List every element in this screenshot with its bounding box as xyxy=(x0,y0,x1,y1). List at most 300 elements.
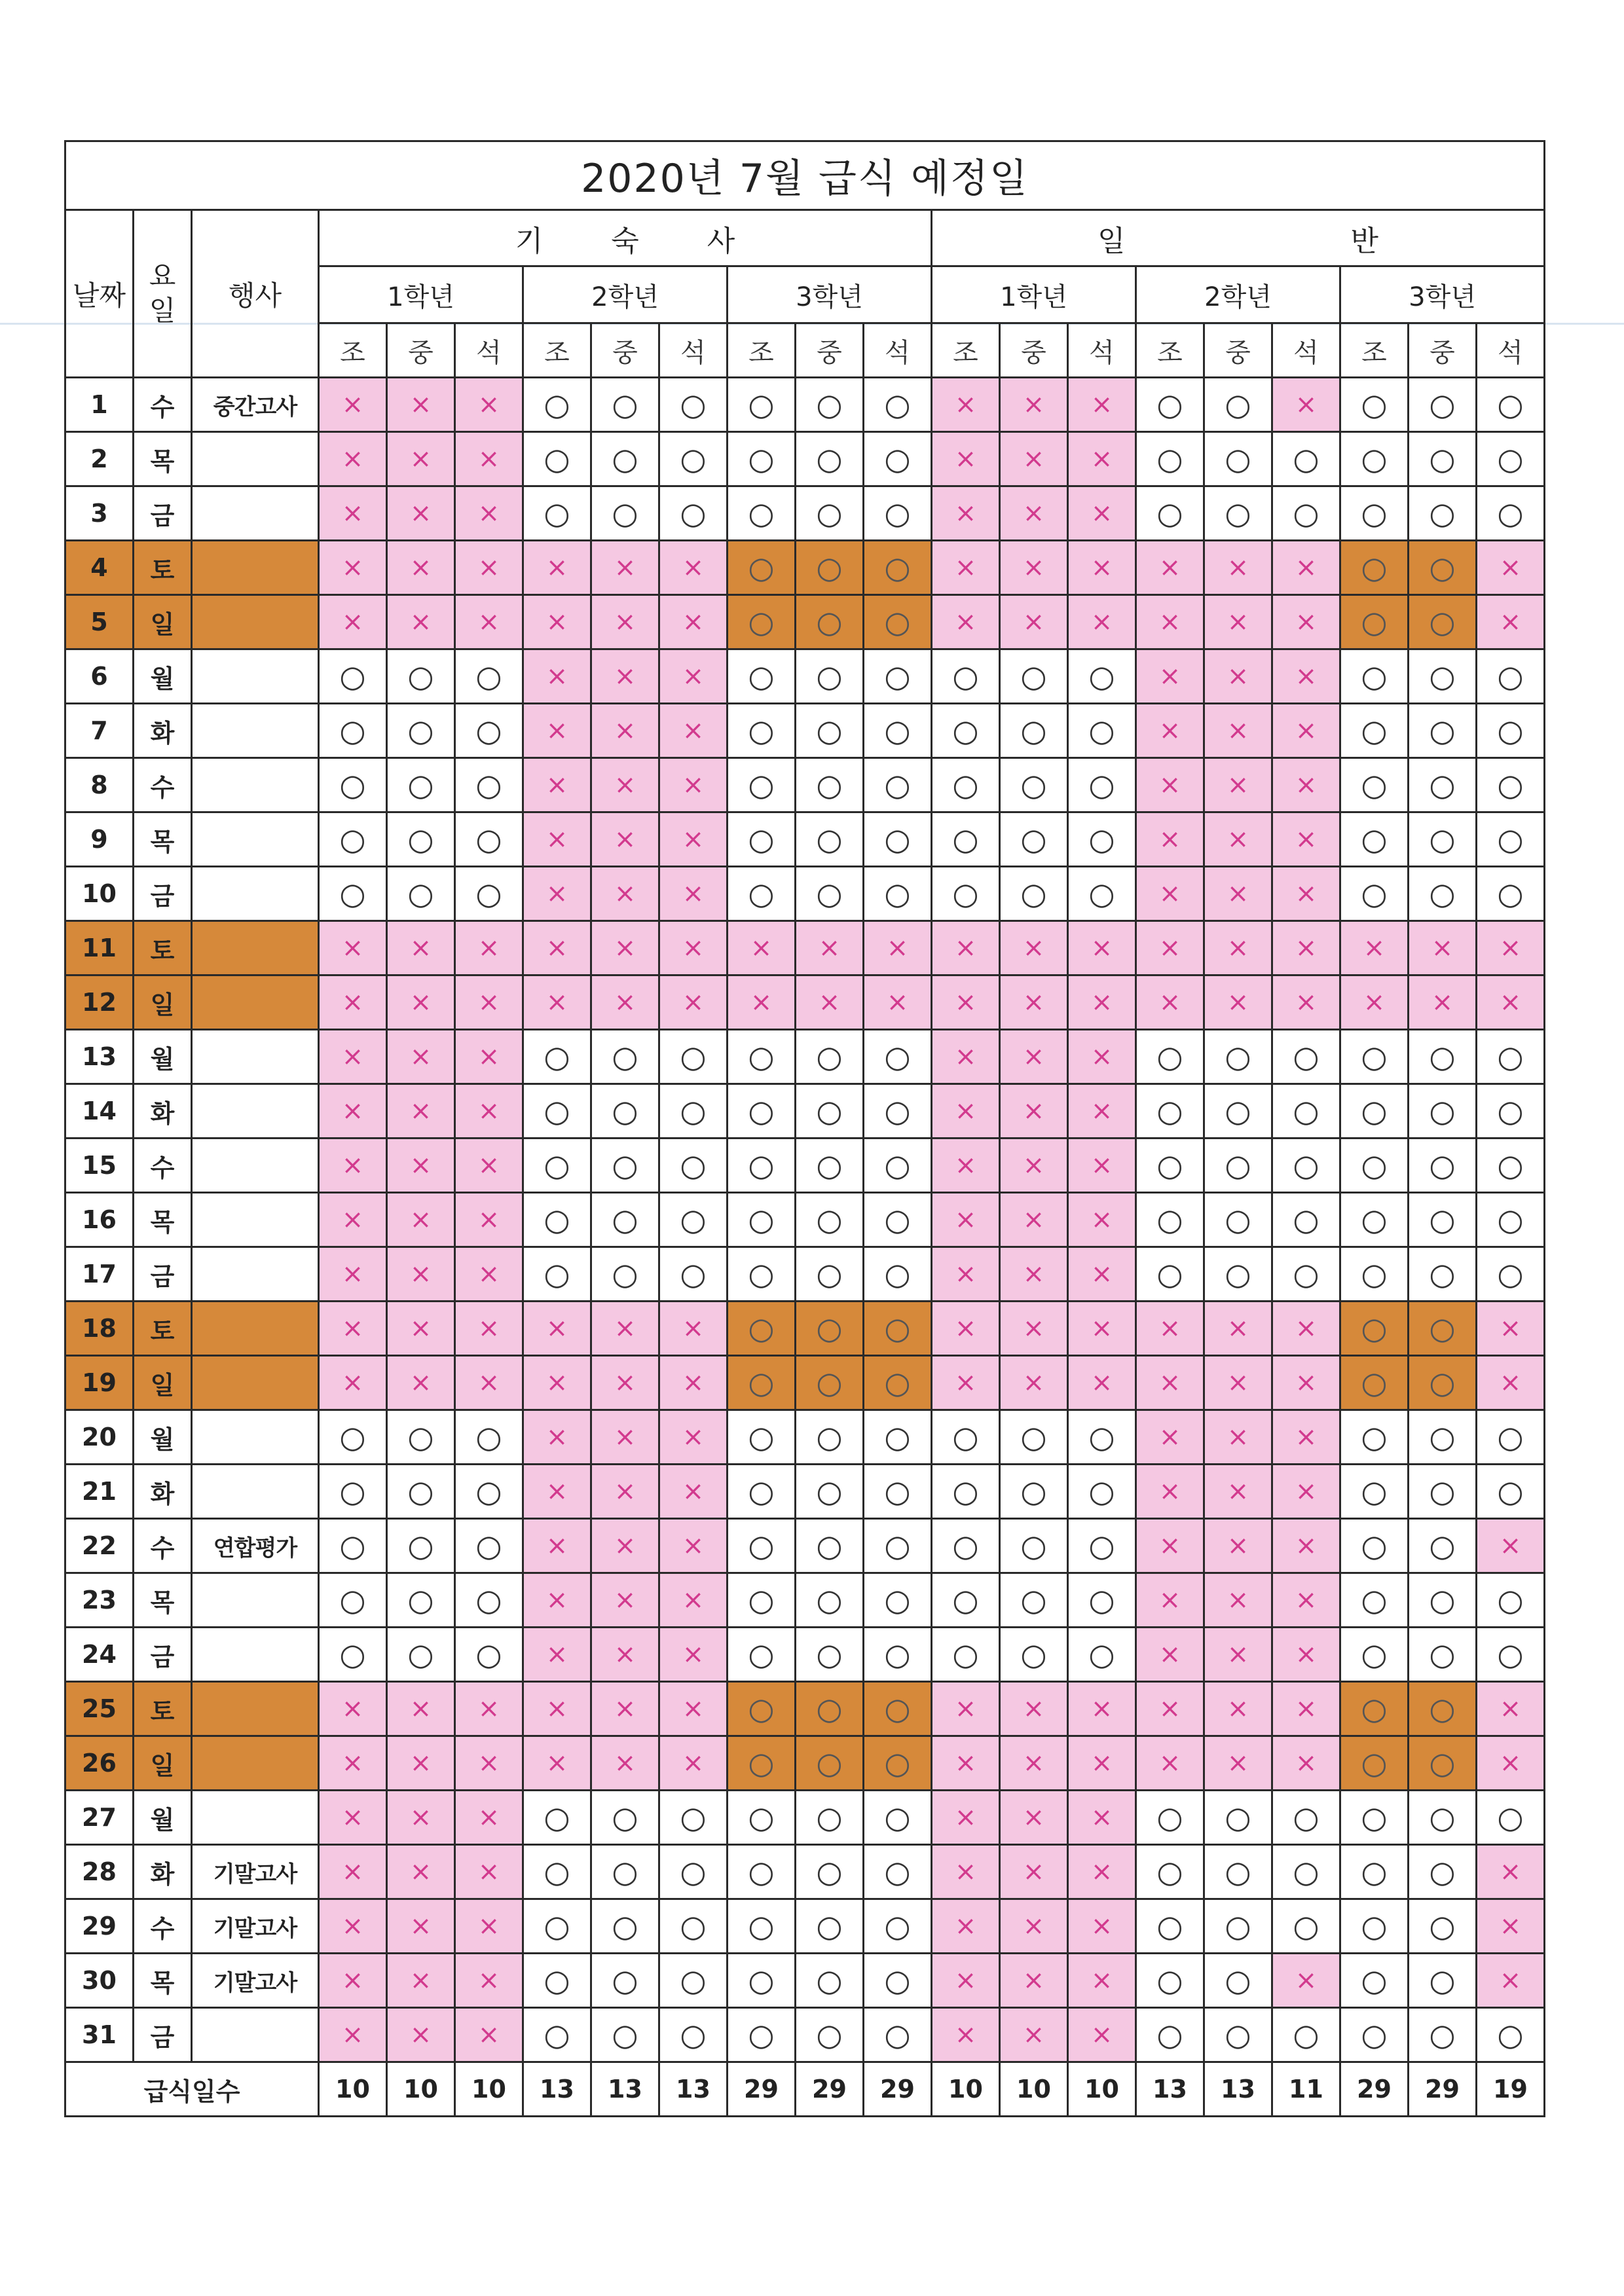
meal-header: 중 xyxy=(1000,323,1068,378)
meal-served-cell: ○ xyxy=(796,595,864,649)
meal-served-cell: ○ xyxy=(1409,1465,1477,1519)
no-meal-cell: × xyxy=(1272,758,1340,812)
no-meal-cell: × xyxy=(932,975,1000,1030)
meal-schedule-table xyxy=(64,140,1545,2117)
meal-served-cell: ○ xyxy=(1409,1573,1477,1628)
date-cell: 24 xyxy=(65,1628,134,1682)
weekday-cell: 토 xyxy=(134,921,192,975)
meal-served-cell: ○ xyxy=(796,486,864,541)
event-cell xyxy=(192,649,319,704)
meal-served-cell: ○ xyxy=(1000,1519,1068,1573)
meal-served-cell: ○ xyxy=(455,1410,523,1465)
day-row xyxy=(65,1465,1545,1519)
no-meal-cell: × xyxy=(387,1030,455,1084)
totals-row xyxy=(65,2062,1545,2117)
meal-served-cell: ○ xyxy=(1477,1139,1545,1193)
no-meal-cell: × xyxy=(523,921,591,975)
no-meal-cell: × xyxy=(932,378,1000,432)
no-meal-cell: × xyxy=(1204,867,1272,921)
no-meal-cell: × xyxy=(659,595,728,649)
meal-served-cell: ○ xyxy=(1409,2008,1477,2062)
no-meal-cell: × xyxy=(1272,867,1340,921)
meal-served-cell: ○ xyxy=(1272,2008,1340,2062)
total-count-cell: 13 xyxy=(1204,2062,1272,2117)
no-meal-cell: × xyxy=(1068,378,1136,432)
meal-served-cell: ○ xyxy=(1136,378,1204,432)
date-cell: 7 xyxy=(65,704,134,758)
meal-served-cell: ○ xyxy=(728,595,796,649)
meal-served-cell: ○ xyxy=(1409,1247,1477,1302)
meal-served-cell: ○ xyxy=(1068,812,1136,867)
event-cell xyxy=(192,2008,319,2062)
no-meal-cell: × xyxy=(319,1682,387,1736)
no-meal-cell: × xyxy=(659,758,728,812)
meal-served-cell: ○ xyxy=(1272,1139,1340,1193)
grade-header: 1학년 xyxy=(319,266,523,323)
meal-header: 중 xyxy=(796,323,864,378)
no-meal-cell: × xyxy=(932,1356,1000,1410)
date-cell: 18 xyxy=(65,1302,134,1356)
day-row xyxy=(65,1410,1545,1465)
meal-served-cell: ○ xyxy=(659,378,728,432)
meal-served-cell: ○ xyxy=(796,1736,864,1791)
grade-header: 2학년 xyxy=(523,266,728,323)
meal-served-cell: ○ xyxy=(1477,758,1545,812)
no-meal-cell: × xyxy=(1204,1410,1272,1465)
meal-served-cell: ○ xyxy=(319,1465,387,1519)
meal-served-cell: ○ xyxy=(387,1573,455,1628)
no-meal-cell: × xyxy=(387,541,455,595)
meal-served-cell: ○ xyxy=(1272,1030,1340,1084)
no-meal-cell: × xyxy=(1272,1356,1340,1410)
day-row xyxy=(65,1193,1545,1247)
meal-served-cell: ○ xyxy=(1340,1084,1409,1139)
meal-served-cell: ○ xyxy=(659,1084,728,1139)
event-cell xyxy=(192,1302,319,1356)
meal-served-cell: ○ xyxy=(1340,1628,1409,1682)
general-group-header: 일 반 xyxy=(932,210,1545,266)
no-meal-cell: × xyxy=(1000,1030,1068,1084)
weekday-cell: 수 xyxy=(134,378,192,432)
total-count-cell: 29 xyxy=(728,2062,796,2117)
meal-header: 석 xyxy=(455,323,523,378)
day-row xyxy=(65,975,1545,1030)
meal-served-cell: ○ xyxy=(523,1193,591,1247)
no-meal-cell: × xyxy=(932,1139,1000,1193)
date-cell: 25 xyxy=(65,1682,134,1736)
meal-served-cell: ○ xyxy=(1340,704,1409,758)
meal-served-cell: ○ xyxy=(591,378,659,432)
no-meal-cell: × xyxy=(319,1791,387,1845)
meal-served-cell: ○ xyxy=(932,812,1000,867)
no-meal-cell: × xyxy=(1340,975,1409,1030)
no-meal-cell: × xyxy=(1000,1193,1068,1247)
meal-served-cell: ○ xyxy=(864,378,932,432)
event-cell xyxy=(192,432,319,486)
meal-served-cell: ○ xyxy=(728,1084,796,1139)
meal-served-cell: ○ xyxy=(864,1030,932,1084)
meal-header: 중 xyxy=(1409,323,1477,378)
meal-served-cell: ○ xyxy=(1272,1845,1340,1899)
meal-served-cell: ○ xyxy=(1272,1084,1340,1139)
event-cell xyxy=(192,1465,319,1519)
meal-served-cell: ○ xyxy=(455,704,523,758)
event-cell xyxy=(192,1193,319,1247)
no-meal-cell: × xyxy=(1272,704,1340,758)
date-cell: 13 xyxy=(65,1030,134,1084)
no-meal-cell: × xyxy=(659,704,728,758)
no-meal-cell: × xyxy=(932,595,1000,649)
no-meal-cell: × xyxy=(1204,1465,1272,1519)
meal-served-cell: ○ xyxy=(1409,1519,1477,1573)
meal-served-cell: ○ xyxy=(659,1899,728,1954)
meal-header: 중 xyxy=(591,323,659,378)
weekday-cell: 목 xyxy=(134,1193,192,1247)
no-meal-cell: × xyxy=(932,432,1000,486)
meal-served-cell: ○ xyxy=(523,1139,591,1193)
no-meal-cell: × xyxy=(591,1573,659,1628)
event-cell xyxy=(192,1682,319,1736)
date-cell: 3 xyxy=(65,486,134,541)
meal-served-cell: ○ xyxy=(1136,1193,1204,1247)
meal-served-cell: ○ xyxy=(1204,1139,1272,1193)
meal-served-cell: ○ xyxy=(728,1247,796,1302)
meal-served-cell: ○ xyxy=(591,1954,659,2008)
no-meal-cell: × xyxy=(455,432,523,486)
no-meal-cell: × xyxy=(455,1084,523,1139)
meal-served-cell: ○ xyxy=(455,1573,523,1628)
weekday-cell: 금 xyxy=(134,2008,192,2062)
no-meal-cell: × xyxy=(1136,1573,1204,1628)
weekday-header xyxy=(134,210,192,378)
event-cell xyxy=(192,1410,319,1465)
meal-served-cell: ○ xyxy=(387,649,455,704)
no-meal-cell: × xyxy=(387,432,455,486)
no-meal-cell: × xyxy=(1000,432,1068,486)
total-count-cell: 10 xyxy=(319,2062,387,2117)
day-row xyxy=(65,704,1545,758)
meal-served-cell: ○ xyxy=(728,1954,796,2008)
meal-served-cell: ○ xyxy=(1340,812,1409,867)
meal-served-cell: ○ xyxy=(387,758,455,812)
meal-served-cell: ○ xyxy=(1000,1465,1068,1519)
no-meal-cell: × xyxy=(932,541,1000,595)
no-meal-cell: × xyxy=(659,812,728,867)
event-cell: 기말고사 xyxy=(192,1899,319,1954)
meal-served-cell: ○ xyxy=(1204,1845,1272,1899)
weekday-cell: 월 xyxy=(134,1030,192,1084)
meal-served-cell: ○ xyxy=(1204,1030,1272,1084)
event-cell xyxy=(192,1030,319,1084)
no-meal-cell: × xyxy=(1477,1302,1545,1356)
no-meal-cell: × xyxy=(1068,1302,1136,1356)
meal-served-cell: ○ xyxy=(1409,1845,1477,1899)
meal-served-cell: ○ xyxy=(591,1247,659,1302)
meal-header: 조 xyxy=(728,323,796,378)
meal-served-cell: ○ xyxy=(319,649,387,704)
event-cell xyxy=(192,867,319,921)
meal-served-cell: ○ xyxy=(1000,1573,1068,1628)
no-meal-cell: × xyxy=(591,541,659,595)
meal-served-cell: ○ xyxy=(455,867,523,921)
no-meal-cell: × xyxy=(1068,1954,1136,2008)
meal-served-cell: ○ xyxy=(591,1139,659,1193)
no-meal-cell: × xyxy=(1477,595,1545,649)
meal-served-cell: ○ xyxy=(796,758,864,812)
no-meal-cell: × xyxy=(455,1302,523,1356)
no-meal-cell: × xyxy=(319,1193,387,1247)
no-meal-cell: × xyxy=(1068,541,1136,595)
no-meal-cell: × xyxy=(1204,704,1272,758)
date-cell: 5 xyxy=(65,595,134,649)
no-meal-cell: × xyxy=(523,649,591,704)
event-cell xyxy=(192,758,319,812)
date-cell: 28 xyxy=(65,1845,134,1899)
no-meal-cell: × xyxy=(455,1356,523,1410)
no-meal-cell: × xyxy=(1204,812,1272,867)
no-meal-cell: × xyxy=(1477,921,1545,975)
dorm-group-header: 기 숙 사 xyxy=(319,210,932,266)
no-meal-cell: × xyxy=(932,1954,1000,2008)
meal-served-cell: ○ xyxy=(932,758,1000,812)
meal-served-cell: ○ xyxy=(319,867,387,921)
meal-served-cell: ○ xyxy=(1340,1573,1409,1628)
date-cell: 15 xyxy=(65,1139,134,1193)
weekday-cell: 일 xyxy=(134,1356,192,1410)
grade-header: 2학년 xyxy=(1136,266,1340,323)
meal-served-cell: ○ xyxy=(1340,1302,1409,1356)
no-meal-cell: × xyxy=(319,1084,387,1139)
meal-served-cell: ○ xyxy=(387,867,455,921)
meal-served-cell: ○ xyxy=(1340,1845,1409,1899)
meal-served-cell: ○ xyxy=(1477,867,1545,921)
meal-served-cell: ○ xyxy=(1409,867,1477,921)
meal-served-cell: ○ xyxy=(728,704,796,758)
no-meal-cell: × xyxy=(1477,1845,1545,1899)
meal-served-cell: ○ xyxy=(796,1845,864,1899)
meal-served-cell: ○ xyxy=(1204,378,1272,432)
meal-served-cell: ○ xyxy=(1068,1465,1136,1519)
no-meal-cell: × xyxy=(1272,649,1340,704)
meal-served-cell: ○ xyxy=(319,812,387,867)
no-meal-cell: × xyxy=(1409,921,1477,975)
meal-served-cell: ○ xyxy=(1136,1954,1204,2008)
meal-served-cell: ○ xyxy=(659,1139,728,1193)
meal-served-cell: ○ xyxy=(728,1845,796,1899)
no-meal-cell: × xyxy=(1000,595,1068,649)
no-meal-cell: × xyxy=(455,1193,523,1247)
meal-served-cell: ○ xyxy=(1340,2008,1409,2062)
date-cell: 29 xyxy=(65,1899,134,1954)
meal-served-cell: ○ xyxy=(728,2008,796,2062)
no-meal-cell: × xyxy=(319,2008,387,2062)
meal-served-cell: ○ xyxy=(455,1465,523,1519)
meal-served-cell: ○ xyxy=(864,1791,932,1845)
no-meal-cell: × xyxy=(1136,1519,1204,1573)
date-cell: 9 xyxy=(65,812,134,867)
meal-served-cell: ○ xyxy=(1136,1030,1204,1084)
meal-served-cell: ○ xyxy=(864,1465,932,1519)
meal-served-cell: ○ xyxy=(1409,1356,1477,1410)
meal-served-cell: ○ xyxy=(319,704,387,758)
meal-served-cell: ○ xyxy=(728,541,796,595)
meal-served-cell: ○ xyxy=(1477,1030,1545,1084)
meal-served-cell: ○ xyxy=(796,1573,864,1628)
no-meal-cell: × xyxy=(1272,595,1340,649)
meal-served-cell: ○ xyxy=(1204,486,1272,541)
day-row xyxy=(65,2008,1545,2062)
no-meal-cell: × xyxy=(523,704,591,758)
meal-served-cell: ○ xyxy=(591,1899,659,1954)
date-cell: 12 xyxy=(65,975,134,1030)
meal-served-cell: ○ xyxy=(1340,1356,1409,1410)
event-cell: 기말고사 xyxy=(192,1845,319,1899)
meal-served-cell: ○ xyxy=(728,867,796,921)
meal-served-cell: ○ xyxy=(864,1247,932,1302)
meal-served-cell: ○ xyxy=(659,1030,728,1084)
meal-served-cell: ○ xyxy=(728,1682,796,1736)
no-meal-cell: × xyxy=(1068,1791,1136,1845)
meal-served-cell: ○ xyxy=(1409,649,1477,704)
day-row xyxy=(65,1682,1545,1736)
no-meal-cell: × xyxy=(1477,541,1545,595)
no-meal-cell: × xyxy=(523,867,591,921)
event-cell xyxy=(192,1084,319,1139)
day-row xyxy=(65,1356,1545,1410)
meal-served-cell: ○ xyxy=(1136,486,1204,541)
no-meal-cell: × xyxy=(1068,1193,1136,1247)
no-meal-cell: × xyxy=(659,1573,728,1628)
day-row xyxy=(65,541,1545,595)
no-meal-cell: × xyxy=(591,1682,659,1736)
day-row xyxy=(65,921,1545,975)
weekday-header-text: 요일 xyxy=(149,260,176,327)
no-meal-cell: × xyxy=(387,1084,455,1139)
no-meal-cell: × xyxy=(387,486,455,541)
date-cell: 14 xyxy=(65,1084,134,1139)
no-meal-cell: × xyxy=(387,1845,455,1899)
meal-served-cell: ○ xyxy=(864,2008,932,2062)
meal-served-cell: ○ xyxy=(1477,812,1545,867)
day-row xyxy=(65,1845,1545,1899)
meal-served-cell: ○ xyxy=(796,1465,864,1519)
meal-served-cell: ○ xyxy=(1477,1628,1545,1682)
meal-served-cell: ○ xyxy=(387,812,455,867)
total-count-cell: 10 xyxy=(455,2062,523,2117)
meal-served-cell: ○ xyxy=(1204,1954,1272,2008)
meal-served-cell: ○ xyxy=(728,1139,796,1193)
no-meal-cell: × xyxy=(523,1628,591,1682)
no-meal-cell: × xyxy=(1136,921,1204,975)
meal-served-cell: ○ xyxy=(523,2008,591,2062)
weekday-cell: 화 xyxy=(134,1845,192,1899)
event-cell xyxy=(192,486,319,541)
no-meal-cell: × xyxy=(659,541,728,595)
no-meal-cell: × xyxy=(591,1628,659,1682)
meal-served-cell: ○ xyxy=(728,1465,796,1519)
no-meal-cell: × xyxy=(1204,1519,1272,1573)
no-meal-cell: × xyxy=(1272,1682,1340,1736)
meal-served-cell: ○ xyxy=(319,1573,387,1628)
meal-served-cell: ○ xyxy=(864,595,932,649)
meal-header: 석 xyxy=(1272,323,1340,378)
no-meal-cell: × xyxy=(523,541,591,595)
meal-served-cell: ○ xyxy=(1477,378,1545,432)
meal-served-cell: ○ xyxy=(796,1030,864,1084)
no-meal-cell: × xyxy=(1068,432,1136,486)
meal-served-cell: ○ xyxy=(1340,649,1409,704)
weekday-cell: 수 xyxy=(134,1139,192,1193)
total-count-cell: 10 xyxy=(1000,2062,1068,2117)
meal-served-cell: ○ xyxy=(864,1573,932,1628)
no-meal-cell: × xyxy=(523,1302,591,1356)
meal-served-cell: ○ xyxy=(864,704,932,758)
no-meal-cell: × xyxy=(932,1193,1000,1247)
meal-served-cell: ○ xyxy=(864,541,932,595)
no-meal-cell: × xyxy=(1000,1899,1068,1954)
meal-served-cell: ○ xyxy=(319,1628,387,1682)
meal-served-cell: ○ xyxy=(1477,649,1545,704)
weekday-cell: 토 xyxy=(134,1682,192,1736)
total-count-cell: 19 xyxy=(1477,2062,1545,2117)
weekday-cell: 목 xyxy=(134,1573,192,1628)
date-cell: 10 xyxy=(65,867,134,921)
meal-served-cell: ○ xyxy=(864,1193,932,1247)
meal-served-cell: ○ xyxy=(1204,1084,1272,1139)
no-meal-cell: × xyxy=(319,1899,387,1954)
no-meal-cell: × xyxy=(1477,1356,1545,1410)
total-count-cell: 13 xyxy=(523,2062,591,2117)
meal-served-cell: ○ xyxy=(1409,541,1477,595)
event-cell: 기말고사 xyxy=(192,1954,319,2008)
meal-served-cell: ○ xyxy=(1409,432,1477,486)
weekday-cell: 금 xyxy=(134,867,192,921)
no-meal-cell: × xyxy=(455,486,523,541)
meal-served-cell: ○ xyxy=(1409,1954,1477,2008)
meal-served-cell: ○ xyxy=(1477,1791,1545,1845)
meal-served-cell: ○ xyxy=(1477,704,1545,758)
no-meal-cell: × xyxy=(455,1736,523,1791)
meal-served-cell: ○ xyxy=(1068,758,1136,812)
no-meal-cell: × xyxy=(591,1302,659,1356)
meal-served-cell: ○ xyxy=(1409,1302,1477,1356)
no-meal-cell: × xyxy=(659,1682,728,1736)
meal-served-cell: ○ xyxy=(796,1954,864,2008)
meal-served-cell: ○ xyxy=(796,649,864,704)
meal-served-cell: ○ xyxy=(864,1682,932,1736)
no-meal-cell: × xyxy=(1272,1519,1340,1573)
no-meal-cell: × xyxy=(1000,541,1068,595)
no-meal-cell: × xyxy=(455,1247,523,1302)
no-meal-cell: × xyxy=(591,758,659,812)
no-meal-cell: × xyxy=(1272,921,1340,975)
meal-served-cell: ○ xyxy=(1477,1193,1545,1247)
no-meal-cell: × xyxy=(387,975,455,1030)
meal-served-cell: ○ xyxy=(864,1519,932,1573)
meal-served-cell: ○ xyxy=(932,1573,1000,1628)
meal-served-cell: ○ xyxy=(796,1356,864,1410)
meal-header: 조 xyxy=(932,323,1000,378)
meal-served-cell: ○ xyxy=(1000,758,1068,812)
meal-served-cell: ○ xyxy=(1272,486,1340,541)
no-meal-cell: × xyxy=(387,2008,455,2062)
meal-served-cell: ○ xyxy=(591,432,659,486)
meal-served-cell: ○ xyxy=(864,1356,932,1410)
meal-served-cell: ○ xyxy=(1340,486,1409,541)
meal-served-cell: ○ xyxy=(1477,1410,1545,1465)
no-meal-cell: × xyxy=(523,1682,591,1736)
date-cell: 26 xyxy=(65,1736,134,1791)
